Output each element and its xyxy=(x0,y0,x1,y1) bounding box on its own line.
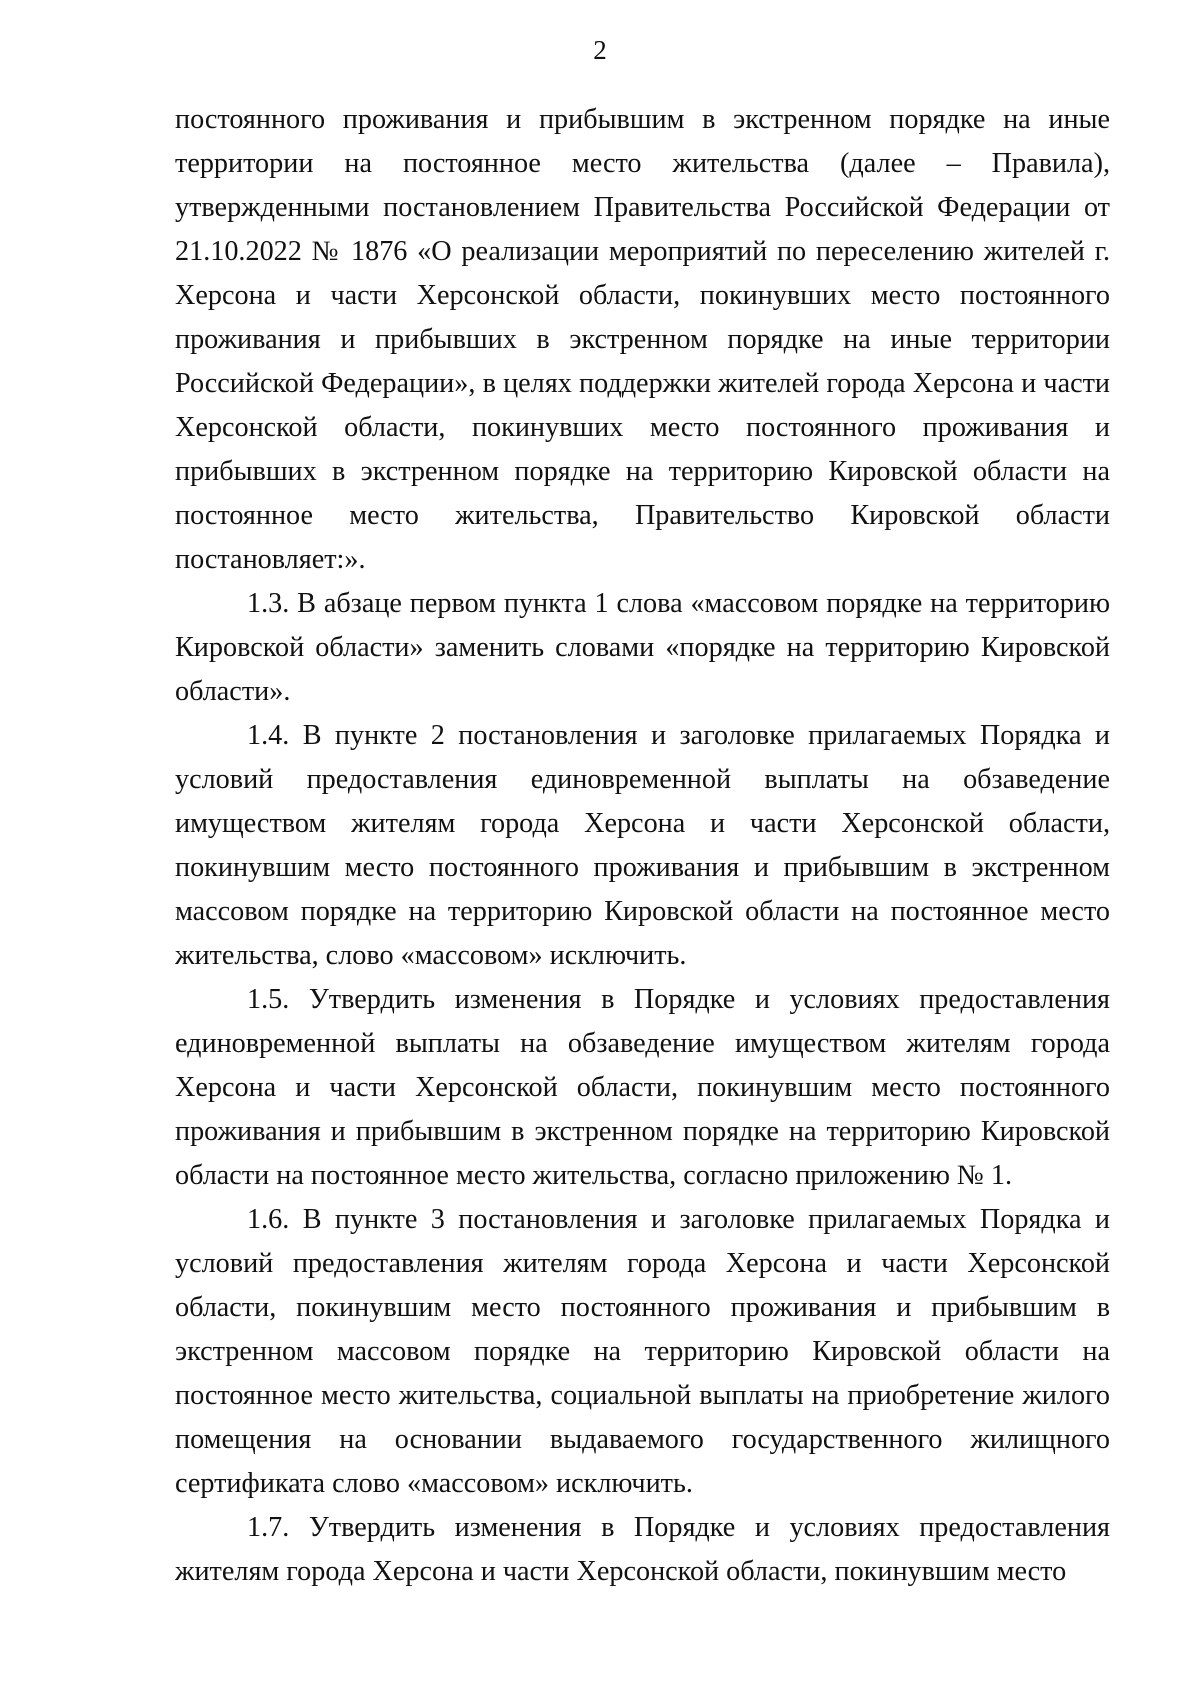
paragraph-1-7: 1.7. Утвердить изменения в Порядке и условиях предоставления жителям города Херсона и части Херсонской области, покинувшим место xyxy=(175,1512,1110,1587)
paragraph-1-4: 1.4. В пункте 2 постановления и заголовке прилагаемых Порядка и условий предоставления единовременной выплаты на обзаведение имуществом жителям города Херсона и части Херсонской области, покинувшим место постоянного проживания и прибывшим в экстренном массовом порядке на территорию Кировской области на постоянное место жительства, слово «массовом» исключить. xyxy=(175,720,1110,971)
paragraph-1-5: 1.5. Утвердить изменения в Порядке и условиях предоставления единовременной выплаты на обзаведение имуществом жителям города Херсона и части Херсонской области, покинувшим место постоянного проживания и прибывшим в экстренном порядке на территорию Кировской области на постоянное место жительства, согласно приложению № 1. xyxy=(175,984,1110,1191)
page-number: 2 xyxy=(593,35,607,65)
paragraph-continuation: постоянного проживания и прибывшим в экстренном порядке на иные территории на постоянное место жительства (далее – Правила), утвержденными постановлением Правительства Российской Федерации от 21.10.2022 № 1876 «О реализации мероприятий по переселению жителей г. Херсона и части Херсонской области, покинувших место постоянного проживания и прибывших в экстренном порядке на иные территории Российской Федерации», в целях поддержки жителей города Херсона и части Херсонской области, покинувших место постоянного проживания и прибывших в экстренном порядке на территорию Кировской области на постоянное место жительства, Правительство Кировской области постановляет:». xyxy=(175,104,1110,575)
document-body xyxy=(175,98,1110,1594)
paragraph-1-3: 1.3. В абзаце первом пункта 1 слова «массовом порядке на территорию Кировской области» заменить словами «порядке на территорию Кировской области». xyxy=(175,588,1110,707)
paragraph-1-6: 1.6. В пункте 3 постановления и заголовке прилагаемых Порядка и условий предоставления жителям города Херсона и части Херсонской области, покинувшим место постоянного проживания и прибывшим в экстренном массовом порядке на территорию Кировской области на постоянное место жительства, социальной выплаты на приобретение жилого помещения на основании выдаваемого государственного жилищного сертификата слово «массовом» исключить. xyxy=(175,1204,1110,1499)
